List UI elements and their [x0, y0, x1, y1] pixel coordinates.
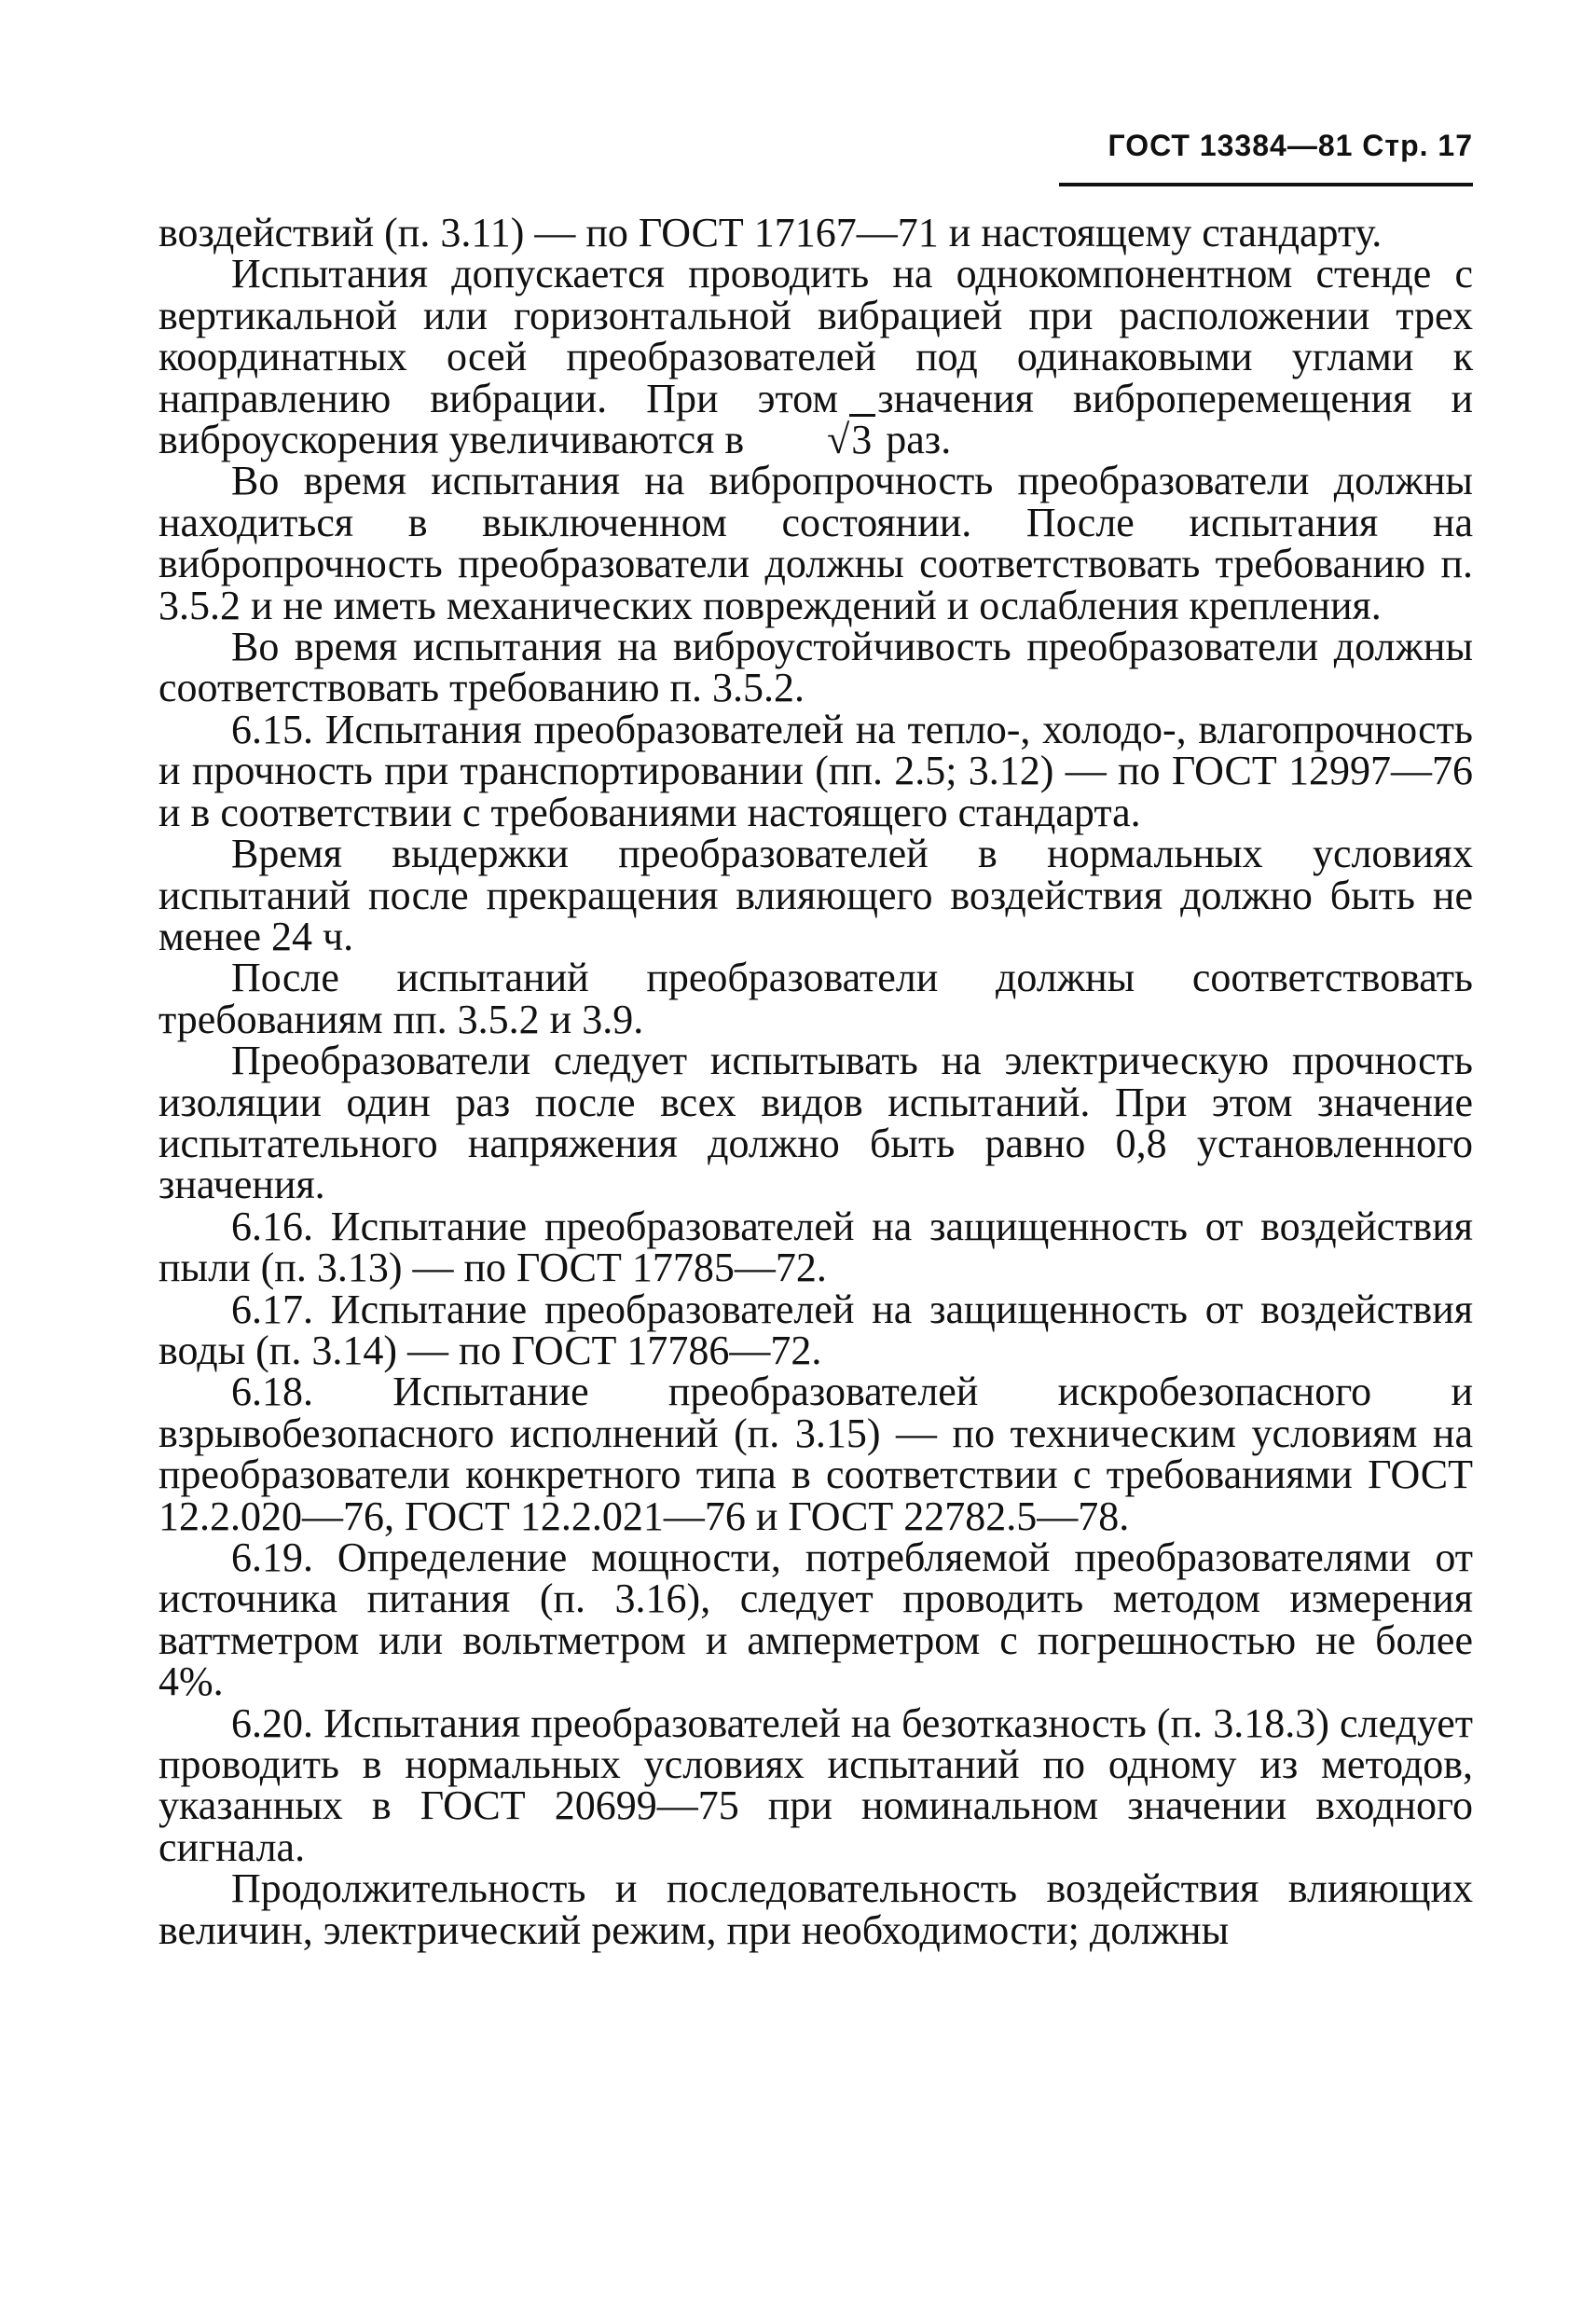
radical-sign: √: [827, 417, 850, 463]
paragraph: Во время испытания на вибропрочность преобразователи должны находиться в выключенном состоянии. После испытания на вибропрочность преобразователи должны соответствовать требованию п. 3.5.2 и не иметь механических повреждений и ослабления крепления.: [158, 458, 1473, 628]
radicand: 3: [849, 414, 875, 462]
sqrt-formula: [754, 417, 875, 463]
paragraph: Преобразователи следует испытывать на электрическую прочность изоляции один раз после всех видов испытаний. При этом значение испытательного напряжения должно быть равно 0,8 установленного значения.: [158, 1038, 1473, 1208]
paragraph: После испытаний преобразователи должны соответствовать требованиям пп. 3.5.2 и 3.9.: [158, 955, 1473, 1042]
paragraph-6-18: 6.18. Испытание преобразователей искробезопасного и взрывобезопасного исполнений (п. 3.15) — по техническим условиям на преобразователи конкретного типа в соответствии с требованиями ГОСТ 12.2.020—76, ГОСТ 12.2.021—76 и ГОСТ 22782.5—78.: [158, 1369, 1473, 1539]
paragraph-6-19: 6.19. Определение мощности, потребляемой преобразователями от источника питания (п. 3.16), следует проводить методом измерения ваттметром или вольтметром и амперметром с погрешностью не более 4%.: [158, 1534, 1473, 1705]
page-header: [1059, 129, 1473, 163]
paragraph: Продолжительность и последовательность воздействия влияющих величин, электрический режим, при необходимости; должны: [158, 1865, 1473, 1953]
document-body: [158, 210, 1473, 1953]
header-divider: [1059, 183, 1473, 186]
page-header-label: ГОСТ 13384—81 Стр. 17: [1108, 129, 1473, 162]
paragraph-6-15: 6.15. Испытания преобразователей на тепло-, холодо-, влагопрочность и прочность при транспортировании (пп. 2.5; 3.12) — по ГОСТ 12997—76 и в соответствии с требованиями настоящего стандарта.: [158, 706, 1473, 835]
paragraph: Время выдержки преобразователей в нормальных условиях испытаний после прекращения влияющего воздействия должно быть не менее 24 ч.: [158, 831, 1473, 959]
paragraph-6-16: 6.16. Испытание преобразователей на защищенность от воздействия пыли (п. 3.13) — по ГОСТ 17785—72.: [158, 1203, 1473, 1291]
paragraph-6-20: 6.20. Испытания преобразователей на безотказность (п. 3.18.3) следует проводить в нормальных условиях испытаний по одному из методов, указанных в ГОСТ 20699—75 при номинальном значении входного сигнала.: [158, 1700, 1473, 1870]
paragraph-vibration-stand: [158, 251, 1473, 463]
formula-tail: раз.: [886, 417, 952, 463]
paragraph: Во время испытания на виброустойчивость преобразователи должны соответствовать требованию п. 3.5.2.: [158, 624, 1473, 711]
paragraph-6-17: 6.17. Испытание преобразователей на защищенность от воздействия воды (п. 3.14) — по ГОСТ 17786—72.: [158, 1286, 1473, 1373]
paragraph-text: Испытания допускается проводить на однокомпонентном стенде с вертикальной или горизонтальной вибрацией при расположении трех координатных осей преобразователей под одинаковыми углами к направлению вибрации. При этом значения виброперемещения и виброускорения увеличиваются в: [158, 251, 1473, 463]
paragraph: воздействий (п. 3.11) — по ГОСТ 17167—71 и настоящему стандарту.: [158, 210, 1383, 255]
